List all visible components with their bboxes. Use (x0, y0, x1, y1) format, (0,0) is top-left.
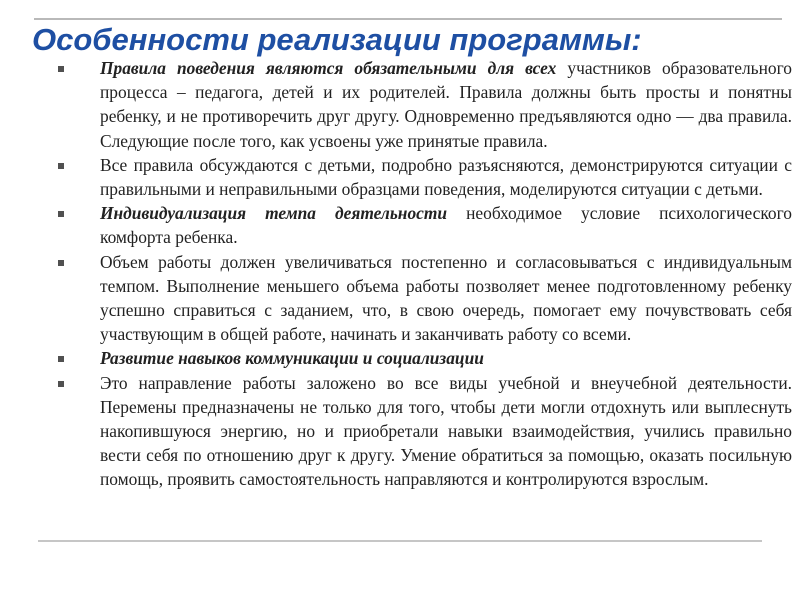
bullet-list (56, 56, 792, 492)
item-text: Это направление работы заложено во все виды учебной и внеучебной деятельности. Перемены предназначены не только для того, чтобы дети могли отдохнуть или выплеснуть накопившуюся энергию, но и приобретали навыки взаимодействия, учились правильно вести себя по отношению друг к другу. Умение обратиться за помощью, оказать посильную помощь, проявить самостоятельность направляются и контролируются взрослым. (100, 372, 792, 490)
bottom-divider (38, 540, 762, 542)
item-lead: Развитие навыков коммуникации и социализации (100, 348, 484, 369)
bullet-icon (58, 260, 64, 266)
item-text: участников образовательного процесса – педагога, детей и их родителей. Правила должны быть просты и понятны ребенку, и не противоречить друг другу. Одновременно предъявляются одно — два правила. Следующие после того, как усвоены уже принятые правила. (100, 58, 792, 151)
bullet-icon (58, 163, 64, 169)
item-lead: Индивидуализация темпа деятельности (100, 203, 448, 224)
list-item (56, 201, 792, 249)
bullet-icon (58, 211, 64, 217)
list-item (56, 153, 792, 201)
list-item (56, 250, 792, 347)
item-text: Все правила обсуждаются с детьми, подробно разъясняются, демонстрируются ситуации с правильными и неправильными образцами поведения, моделируются ситуации с детьми. (100, 154, 792, 200)
item-text: необходимое условие психологического комфорта ребенка. (100, 203, 792, 248)
bullet-icon (58, 381, 64, 387)
item-lead: Правила поведения являются обязательными для всех (100, 58, 557, 78)
slide-title: Особенности реализации программы: (32, 22, 642, 57)
item-text: Объем работы должен увеличиваться постепенно и согласовываться с индивидуальным темпом. Выполнение меньшего объема работы позволяет менее подготовленному ребенку успешно справиться с заданием, что, в свою очередь, помогает ему почувствовать себя участвующим в общей работе, начинать и заканчивать работу со всеми. (100, 251, 792, 345)
list-item (56, 371, 792, 492)
list-item (56, 346, 792, 370)
list-item (56, 56, 792, 153)
bullet-icon (58, 356, 64, 362)
bullet-icon (58, 66, 64, 72)
